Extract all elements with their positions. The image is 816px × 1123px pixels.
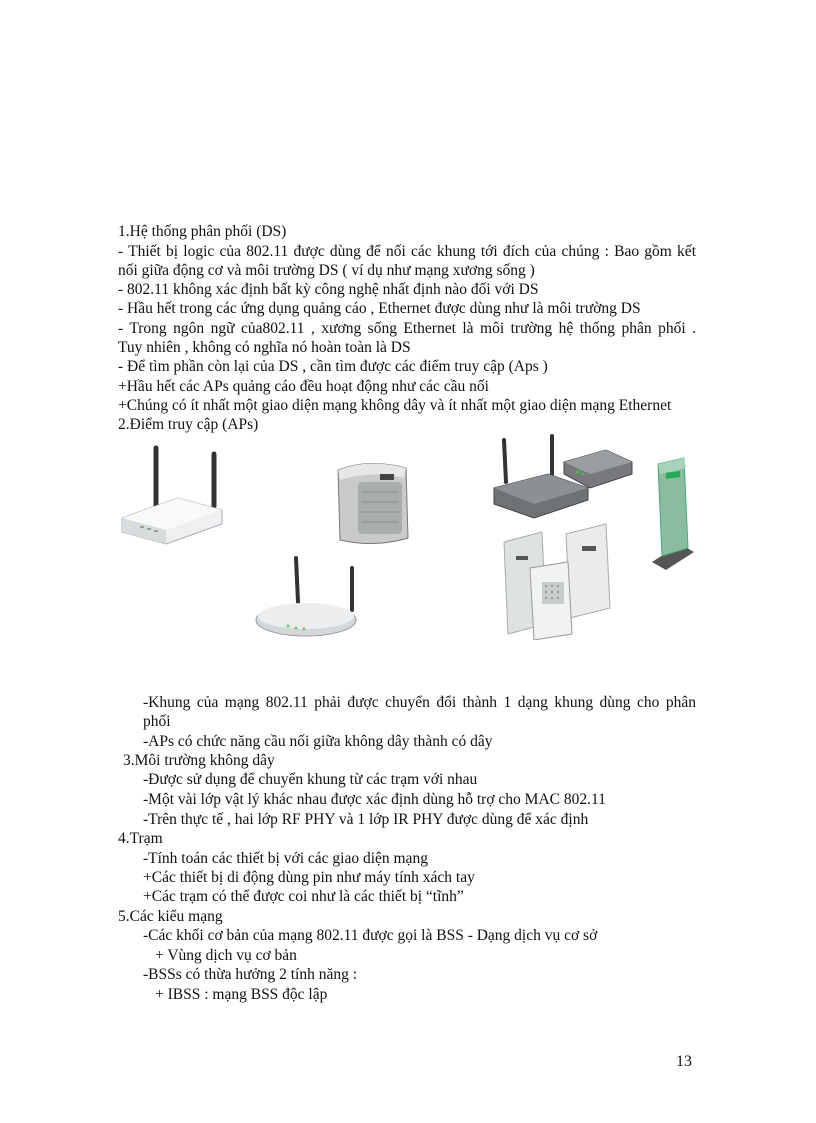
silver-base-station-image xyxy=(328,456,414,548)
section-1-line-7: - Để tìm phần còn lại của DS , cần tìm được các điểm truy cập (Aps ) xyxy=(118,358,548,375)
section-2-line-3: -APs có chức năng cầu nối giữa không dây thành có dây xyxy=(143,733,493,750)
section-5-line-1: -Các khối cơ bản của mạng 802.11 được gọi là BSS - Dạng dịch vụ cơ sở xyxy=(143,927,598,944)
section-1-line-4: - Hầu hết trong các ứng dụng quảng cáo , Ethernet được dùng như là môi trường DS xyxy=(118,300,641,317)
page-number: 13 xyxy=(676,1053,692,1070)
section-1-line-6: Tuy nhiên , không có nghĩa nó hoàn toàn là DS xyxy=(118,339,411,356)
section-1-line-3: - 802.11 không xác định bất kỳ công nghệ nhất định nào đối với DS xyxy=(118,281,539,298)
section-3-line-2: -Một vài lớp vật lý khác nhau được xác định dùng hỗ trợ cho MAC 802.11 xyxy=(143,791,606,808)
ceiling-access-points-image xyxy=(496,522,626,640)
green-usb-adapter-image xyxy=(644,456,696,574)
section-3-line-3: -Trên thực tế , hai lớp RF PHY và 1 lớp IR PHY được dùng để xác định xyxy=(143,811,589,828)
section-1-line-5: - Trong ngôn ngữ của802.11 , xương sống Ethernet là môi trường hệ thống phân phối . xyxy=(118,320,696,337)
section-1-line-9: +Chúng có ít nhất một giao diện mạng không dây và ít nhất một giao diện mạng Ethernet xyxy=(118,397,672,414)
section-2-line-2: phối xyxy=(143,713,171,730)
section-4-line-3: +Các trạm có thể được coi như là các thiết bị “tĩnh” xyxy=(143,888,464,905)
section-3-heading: 3.Môi trường không dây xyxy=(123,752,275,769)
section-1-line-2: nối giữa động cơ và môi trường DS ( ví dụ như mạng xương sống ) xyxy=(118,262,535,279)
white-router-image xyxy=(118,440,224,550)
section-5-line-3: -BSSs có thừa hưởng 2 tính năng : xyxy=(143,966,358,983)
section-4-line-2: +Các thiết bị di động dùng pin như máy tính xách tay xyxy=(143,869,475,886)
section-4-line-1: -Tính toán các thiết bị với các giao diện mạng xyxy=(143,850,428,867)
section-3-line-1: -Được sử dụng để chuyển khung từ các trạm với nhau xyxy=(143,771,478,788)
section-2-heading: 2.Điểm truy cập (APs) xyxy=(118,416,259,433)
section-5-line-2: + Vùng dịch vụ cơ bản xyxy=(155,947,297,964)
grey-access-points-image xyxy=(490,432,635,522)
section-1-heading: 1.Hệ thống phân phối (DS) xyxy=(118,223,287,240)
section-1-line-1: - Thiết bị logic của 802.11 được dùng để nối các khung tới đích của chúng : Bao gồm kết xyxy=(118,243,696,260)
white-two-antenna-router-image xyxy=(252,554,362,640)
section-2-line-1: -Khung của mạng 802.11 phải được chuyển đổi thành 1 dạng khung dùng cho phân xyxy=(143,694,696,711)
section-1-line-8: +Hầu hết các APs quảng cáo đều hoạt động như các cầu nối xyxy=(118,378,489,395)
section-5-line-4: + IBSS : mạng BSS độc lập xyxy=(155,986,328,1003)
section-4-heading: 4.Trạm xyxy=(118,830,163,847)
section-5-heading: 5.Các kiểu mạng xyxy=(118,908,223,925)
